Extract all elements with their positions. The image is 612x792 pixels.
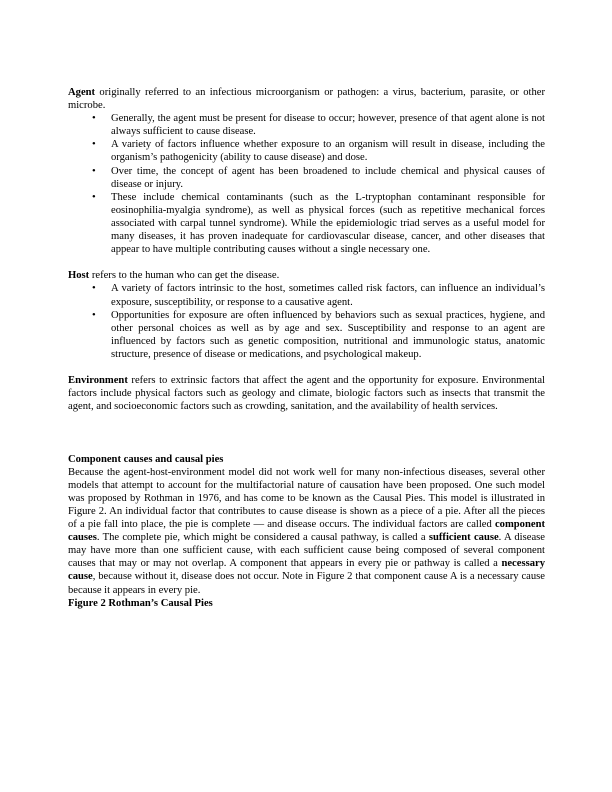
list-item-text: These include chemical contaminants (such as the L-tryptophan contaminant responsible for eosinophilia-myalgia syndrome), as well as physical forces (such as repetitive mechanical forces associated with carpal tunnel syndrome). While the epidemiologic triad serves as a useful model for many diseases, it has proven inadequate for cardiovascular disease, cancer, and other diseases that appear to have multiple contributing causes without a single necessary one. [111, 191, 545, 256]
bullet-icon: • [92, 283, 96, 295]
agent-lead-text: originally referred to an infectious microorganism or pathogen: a virus, bacterium, parasite, or other microbe. [68, 87, 545, 112]
component-causes-text-3: . A disease may have more than one sufficient cause, with each sufficient cause being composed of several component causes that may or may not overlap. A component that appears in every pie or pathway is called a [68, 532, 545, 570]
component-causes-text-1: Because the agent-host-environment model did not work well for many non-infectious diseases, several other models that attempt to account for the multifactorial nature of causation have been proposed. One such model was proposed by Rothman in 1976, and has come to be known as the Causal Pies. This model is illustrated in Figure 2. An individual factor that contributes to cause disease is shown as a piece of a pie. After all the pieces of a pie fall into place, the pie is complete — and disease occurs. The individual factors are called [68, 466, 545, 531]
term-component-causes: component causes [68, 519, 545, 544]
term-necessary-cause: necessary cause [68, 558, 545, 583]
host-term: Host [68, 270, 90, 282]
list-item-text: Generally, the agent must be present for disease to occur; however, presence of that agent alone is not always sufficient to cause disease. [111, 113, 545, 138]
list-item [68, 309, 545, 361]
environment-term: Environment [68, 375, 128, 387]
agent-term: Agent [68, 87, 96, 98]
agent-bullet-list [68, 112, 545, 256]
list-item [68, 138, 545, 164]
spacer [68, 413, 545, 426]
list-item-text: A variety of factors intrinsic to the host, sometimes called risk factors, can influence an individual’s exposure, susceptibility, or response to a causative agent. [111, 283, 545, 308]
host-lead-paragraph [68, 269, 545, 282]
host-lead-text: refers to the human who can get the disease. [89, 270, 280, 282]
page-title: Component causes and causal pies [68, 453, 224, 465]
list-item-text: Over time, the concept of agent has been broadened to include chemical and physical causes of disease or injury. [111, 165, 545, 190]
agent-lead-paragraph [68, 86, 545, 112]
bullet-icon: • [92, 309, 96, 321]
bullet-icon: • [92, 191, 96, 203]
list-item [68, 282, 545, 308]
spacer [68, 440, 545, 453]
bullet-icon: • [92, 165, 96, 177]
spacer [68, 256, 545, 269]
spacer [68, 361, 545, 374]
component-causes-text-2: . The complete pie, which might be considered a causal pathway, is called a [96, 532, 429, 544]
bullet-icon: • [92, 139, 96, 151]
list-item [68, 191, 545, 256]
spacer [68, 426, 545, 439]
component-causes-text-4: , because without it, disease does not occur. Note in Figure 2 that component cause A is a necessary cause because it appears in every pie. [68, 571, 545, 596]
bullet-icon: • [92, 113, 96, 125]
term-sufficient-cause: sufficient cause [428, 532, 499, 544]
figure-caption: Figure 2 Rothman’s Causal Pies [68, 597, 213, 609]
list-item [68, 165, 545, 191]
list-item [68, 112, 545, 138]
list-item-text: Opportunities for exposure are often influenced by behaviors such as sexual practices, hygiene, and other personal choices as well as by age and sex. Susceptibility and response to an agent are influenced by factors such as genetic composition, nutritional and immunologic status, anatomic structure, presence of disease or medications, and psychological makeup. [111, 309, 545, 360]
list-item-text: A variety of factors influence whether exposure to an organism will result in disease, including the organism’s pathogenicity (ability to cause disease) and dose. [111, 139, 545, 164]
host-bullet-list [68, 282, 545, 361]
environment-text: refers to extrinsic factors that affect the agent and the opportunity for exposure. Environmental factors include physical factors such as geology and climate, biologic factors such as insects that transmit the agent, and socioeconomic factors such as crowding, sanitation, and the availability of health services. [68, 375, 545, 413]
component-causes-paragraph [68, 466, 545, 597]
document-body [68, 86, 545, 610]
environment-paragraph [68, 374, 545, 413]
